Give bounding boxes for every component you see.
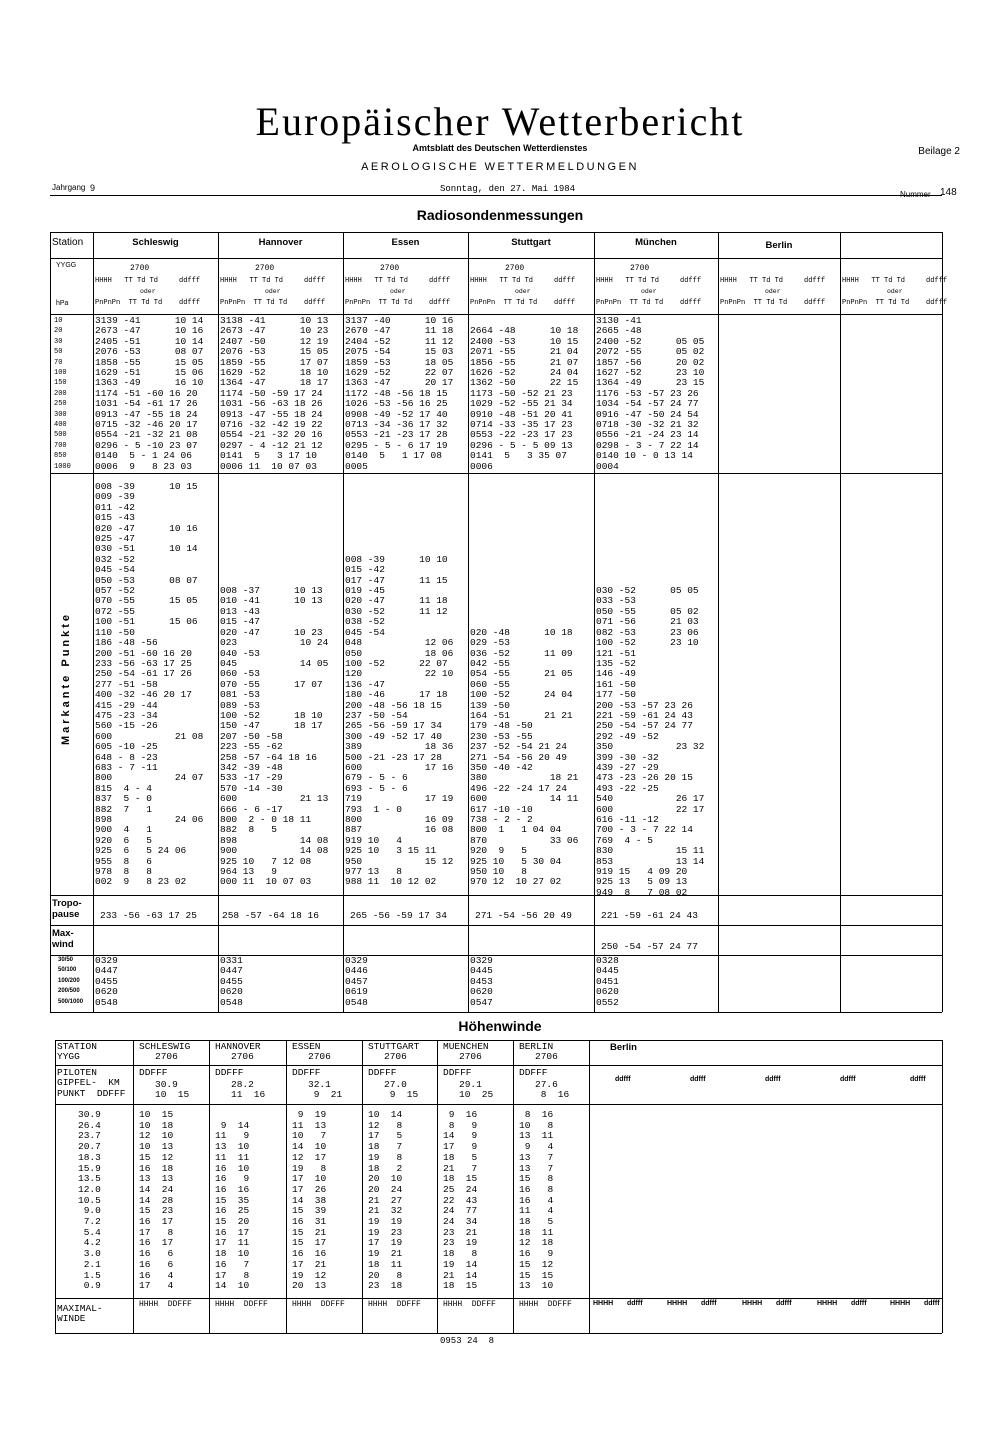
tropopause-label: Tropo- pause <box>52 898 82 920</box>
colhead-oder: oder <box>265 288 281 295</box>
hhhh-ddfff: HHHH DDFFF <box>443 1300 496 1309</box>
nummer-label: Nummer <box>900 190 931 199</box>
heights-km: 30.9 26.4 23.7 20.7 18.3 15.9 13.5 12.0 10.5 9.0 7.2 5.4 4.2 3.0 2.1 1.5 0.9 <box>78 1109 101 1292</box>
std-data-hannover: 3138 -41 10 13 2673 -47 10 23 2407 -50 12 19 2076 -53 15 05 1859 -55 17 07 1629 -52 18 10 1364 -47 18 17 1174 -50 -59 17 24 1031 -56 -63 18 26 0913 -47 -55 18 24 0716 -32 -42 19 22 0554 -21 -32 20 16 0297 - 4 -12 21 12 0141 5 3 17 10 0006 11 10 07 03 <box>220 315 329 472</box>
sig-data-muenchen: 030 -52 05 05 033 -53 050 -55 05 02 071 -56 21 03 082 -53 23 06 100 -52 23 10 121 -51 135 -52 146 -49 161 -50 177 -50 200 -53 -57 23 26 221 -59 -61 24 43 250 -54 -57 24 77 292 -49 -52 350 23 32 399 -30 -32 439 -27 -29 473 -23 -26 20 15 493 -22 -25 540 26 17 600 22 17 616 -11 -12 700 - 3 - 7 22 14 769 4 - 5 830 15 11 853 13 14 919 15 4 09 20 925 13 5 09 13 949 8 7 08 02 <box>596 585 705 898</box>
hw-station-name: HANNOVER <box>215 1041 261 1052</box>
colhead-bottom: PnPnPn TT Td Td ddfff <box>842 299 948 307</box>
yygg-stuttgart: 2700 <box>505 264 525 273</box>
colhead-oder: oder <box>765 288 781 295</box>
shear-essen: 0329 0446 0457 0619 0548 <box>345 955 368 1008</box>
rule <box>286 1040 287 1333</box>
std-data-schleswig: 3139 -41 10 14 2673 -47 10 16 2405 -51 10 14 2076 -53 08 07 1858 -55 15 05 1629 -51 15 06 1363 -49 16 10 1174 -51 -60 16 20 1031 -54 -61 17 26 0913 -47 -55 18 24 0715 -32 -46 20 17 0554 -21 -32 21 08 0296 - 5 -10 23 07 0140 5 - 1 24 06 0006 9 8 23 03 <box>95 315 204 472</box>
std-data-stuttgart: 2664 -48 10 18 2400 -53 10 15 2071 -55 21 04 1856 -55 21 07 1626 -52 24 04 1362 -50 22 15 1173 -50 -52 21 23 1029 -52 -55 21 34 0910 -48 -51 20 41 0714 -33 -35 17 23 0553 -22 -23 17 23 0296 - 5 - 5 09 13 0141 5 3 35 07 0006 <box>470 325 579 472</box>
shear-hannover: 0331 0447 0455 0620 0548 <box>220 955 243 1008</box>
hw-yygg: 2706 <box>459 1051 482 1062</box>
hpa-label: hPa <box>56 300 69 307</box>
colhead-top: HHHH TT Td Td ddfff <box>596 277 702 285</box>
hw-winds: 9 19 11 13 10 7 14 10 12 17 19 8 17 10 17 26 14 38 15 39 16 31 15 21 15 17 16 16 17 21 19 12 20 13 <box>292 1109 327 1292</box>
sig-data-schleswig: 008 -39 10 15 009 -39 011 -42 015 -43 020 -47 10 16 025 -47 030 -51 10 14 032 -52 045 -54 050 -53 08 07 057 -52 070 -55 15 05 072 -55 100 -51 15 06 110 -50 186 -48 -56 200 -51 -60 16 20 233 -56 -63 17 25 250 -54 -61 17 26 277 -51 -58 400 -32 -46 20 17 415 -29 -44 475 -23 -34 560 -15 -26 600 21 08 605 -10 -25 648 - 8 -23 683 - 7 -11 800 24 07 815 4 - 4 837 5 - 0 882 7 1 898 24 06 900 4 1 920 6 5 925 6 5 24 06 955 8 6 978 8 8 002 9 8 23 02 <box>95 481 204 888</box>
hw-gipfel: 27.6 8 16 <box>535 1079 570 1101</box>
sig-data-hannover: 008 -37 10 13 010 -41 10 13 013 -43 015 -47 020 -47 10 23 023 10 24 040 -53 045 14 05 060 -53 070 -55 17 07 081 -53 089 -53 100 -52 18 10 150 -47 18 17 207 -50 -58 223 -55 -62 258 -57 -64 18 16 342 -39 -48 533 -17 -29 570 -14 -30 600 21 13 666 - 6 -17 800 2 - 0 18 11 882 8 5 898 14 08 900 14 08 925 10 7 12 08 964 13 9 000 11 10 07 03 <box>220 585 329 888</box>
tropo-essen: 265 -56 -59 17 34 <box>350 910 447 921</box>
jahrgang-label: Jahrgang <box>52 183 86 192</box>
rule <box>942 1040 943 1333</box>
piloten-label: PILOTEN GIPFEL- KM PUNKT DDFFF <box>57 1067 126 1099</box>
tropo-muenchen: 221 -59 -61 24 43 <box>601 910 698 921</box>
ddfff-label: ddfff <box>690 1076 706 1083</box>
ddfff-label: ddfff <box>924 1300 940 1307</box>
rule <box>55 1333 942 1334</box>
ddfff-label: ddfff <box>840 1076 856 1083</box>
ddfff-label: ddfff <box>910 1076 926 1083</box>
shear-label: 500/1000 <box>58 998 84 1005</box>
yygg-hannover: 2700 <box>255 264 275 273</box>
hw-ddfff-label: DDFFF <box>215 1067 244 1078</box>
report-date: Sonntag, den 27. Mai 1984 <box>440 184 576 194</box>
hw-station-name: ESSEN <box>292 1041 321 1052</box>
hw-gipfel: 32.1 9 21 <box>308 1079 343 1101</box>
colhead-top: HHHH TT Td Td ddfff <box>345 277 451 285</box>
station-muenchen: München <box>635 237 677 248</box>
colhead-oder: oder <box>641 288 657 295</box>
ddfff-label: ddfff <box>627 1300 643 1307</box>
ddfff-label: ddfff <box>851 1300 867 1307</box>
hhhh-label: HHHH <box>890 1300 911 1307</box>
shear-muenchen: 0328 0445 0451 0620 0552 <box>596 955 619 1008</box>
hw-station-name: SCHLESWIG <box>139 1041 191 1052</box>
hhhh-ddfff: HHHH DDFFF <box>292 1300 345 1309</box>
rule <box>209 1040 210 1333</box>
hw-gipfel: 28.2 11 16 <box>231 1079 266 1101</box>
colhead-bottom: PnPnPn TT Td Td ddfff <box>95 299 201 307</box>
shear-label: 200/500 <box>58 988 80 995</box>
nummer-value: 148 <box>940 187 957 198</box>
pressure-levels: 10 20 30 50 70 100 150 200 250 300 400 500 700 850 1000 <box>54 317 71 471</box>
rule <box>55 1040 56 1333</box>
hhhh-label: HHHH <box>593 1300 614 1307</box>
colhead-bottom: PnPnPn TT Td Td ddfff <box>596 299 702 307</box>
yygg-muenchen: 2700 <box>630 264 650 273</box>
yygg-schleswig: 2700 <box>130 264 150 273</box>
aerological-heading: AEROLOGISCHE WETTERMELDUNGEN <box>361 161 639 173</box>
tropo-stuttgart: 271 -54 -56 20 49 <box>475 910 572 921</box>
colhead-oder: oder <box>390 288 406 295</box>
station-hannover: Hannover <box>258 237 303 248</box>
radiosonde-section-title: Radiosondenmessungen <box>416 207 584 223</box>
hw-ddfff-label: DDFFF <box>519 1067 548 1078</box>
maxwind-muenchen: 250 -54 -57 24 77 <box>601 941 698 952</box>
hw-winds: 8 16 10 8 13 11 9 4 13 7 13 7 15 8 16 8 16 4 11 4 18 5 18 11 12 18 16 9 15 12 15 15 13 10 <box>519 1109 554 1292</box>
hw-winds: 10 15 10 18 12 10 10 13 15 12 16 18 13 13 14 24 14 28 15 23 16 17 17 8 16 17 16 6 16 6 16 4 17 4 <box>139 1109 174 1292</box>
shear-label: 100/200 <box>58 977 80 984</box>
hw-station-name: STUTTGART <box>368 1041 420 1052</box>
rule <box>437 1040 438 1333</box>
ddfff-label: ddfff <box>776 1300 792 1307</box>
markante-punkte-label: Markante Punkte <box>60 611 72 745</box>
rule <box>133 1040 134 1333</box>
hw-yygg: 2706 <box>384 1051 407 1062</box>
rule <box>513 1040 514 1333</box>
colhead-top: HHHH TT Td Td ddfff <box>842 277 948 285</box>
yygg-essen: 2700 <box>380 264 400 273</box>
page-title: Europäischer Wetterbericht <box>255 99 745 144</box>
station-essen: Essen <box>391 237 420 248</box>
hw-yygg: 2706 <box>155 1051 178 1062</box>
colhead-bottom: PnPnPn TT Td Td ddfff <box>470 299 576 307</box>
hw-winds: 9 14 11 9 13 10 11 11 16 10 16 9 16 16 15 35 16 25 15 20 16 17 17 11 18 10 16 7 17 8 14 10 <box>215 1119 250 1292</box>
hw-station-name: BERLIN <box>519 1041 554 1052</box>
yygg-label: YYGG <box>56 262 77 269</box>
station-stuttgart: Stuttgart <box>511 237 551 248</box>
hw-yygg-label: YYGG <box>57 1051 80 1062</box>
colhead-bottom: PnPnPn TT Td Td ddfff <box>345 299 451 307</box>
hhhh-ddfff: HHHH DDFFF <box>139 1300 192 1309</box>
jahrgang-value: 9 <box>90 183 96 193</box>
maximal-winde-label: MAXIMAL- WINDE <box>57 1303 103 1325</box>
rule <box>55 1065 942 1066</box>
hw-gipfel: 29.1 10 25 <box>459 1079 494 1101</box>
shear-label: 50/100 <box>58 967 77 974</box>
hoehenwinde-section-title: Höhenwinde <box>458 1018 542 1034</box>
hw-yygg: 2706 <box>308 1051 331 1062</box>
hw-station-name: MUENCHEN <box>443 1041 489 1052</box>
hw-ddfff-label: DDFFF <box>292 1067 321 1078</box>
sig-data-stuttgart: 020 -48 10 18 029 -53 036 -52 11 09 042 -55 054 -55 21 05 060 -55 100 -52 24 04 139 -50 164 -51 21 21 179 -48 -50 230 -53 -55 237 -52 -54 21 24 271 -54 -56 20 49 350 -40 -42 380 18 21 496 -22 -24 17 24 600 14 11 617 -10 -10 738 - 2 - 2 800 1 1 04 04 870 33 06 920 9 5 925 10 5 30 04 950 10 8 970 12 10 27 02 <box>470 626 579 888</box>
ddfff-label: ddfff <box>765 1076 781 1083</box>
hhhh-ddfff: HHHH DDFFF <box>215 1300 268 1309</box>
hw-berlin-right: Berlin <box>610 1042 637 1053</box>
shear-label: 30/50 <box>58 957 74 963</box>
hw-yygg: 2706 <box>231 1051 254 1062</box>
hw-yygg: 2706 <box>535 1051 558 1062</box>
hw-ddfff-label: DDFFF <box>368 1067 397 1078</box>
colhead-top: HHHH TT Td Td ddfff <box>95 277 201 285</box>
hw-ddfff-label: DDFFF <box>139 1067 168 1078</box>
std-data-muenchen: 3130 -41 2665 -48 2400 -52 05 05 2072 -55 05 02 1857 -56 20 02 1627 -52 23 10 1364 -49 23 15 1176 -53 -57 23 26 1034 -54 -57 24 77 0916 -47 -50 24 54 0718 -30 -32 21 32 0556 -21 -24 23 14 0298 - 3 - 7 22 14 0140 10 - 0 13 14 0004 <box>596 315 705 472</box>
hhhh-label: HHHH <box>742 1300 763 1307</box>
shear-stuttgart: 0329 0445 0453 0620 0547 <box>470 955 493 1008</box>
shear-schleswig: 0329 0447 0455 0620 0548 <box>95 955 118 1008</box>
hw-gipfel: 30.9 10 15 <box>155 1079 190 1101</box>
ddfff-label: ddfff <box>701 1300 717 1307</box>
station-berlin: Berlin <box>765 240 793 251</box>
tropo-schleswig: 233 -56 -63 17 25 <box>100 910 197 921</box>
hhhh-ddfff: HHHH DDFFF <box>519 1300 572 1309</box>
colhead-oder: oder <box>887 288 903 295</box>
ddfff-label: ddfff <box>615 1076 631 1083</box>
hw-ddfff-label: DDFFF <box>443 1067 472 1078</box>
hhhh-label: HHHH <box>817 1300 838 1307</box>
hw-gipfel: 27.0 9 15 <box>384 1079 419 1101</box>
colhead-top: HHHH TT Td Td ddfff <box>720 277 826 285</box>
hw-winds: 10 14 12 8 17 5 18 7 19 8 18 2 20 10 20 24 21 27 21 32 19 19 19 23 17 19 19 21 18 11 20 8 23 18 <box>368 1109 403 1292</box>
colhead-bottom: PnPnPn TT Td Td ddfff <box>220 299 326 307</box>
colhead-bottom: PnPnPn TT Td Td ddfff <box>720 299 826 307</box>
rule <box>55 1104 942 1105</box>
colhead-oder: oder <box>515 288 531 295</box>
hw-station-label: STATION <box>57 1041 97 1052</box>
station-label: Station <box>52 237 84 248</box>
tropo-hannover: 258 -57 -64 18 16 <box>222 910 319 921</box>
rule <box>362 1040 363 1333</box>
bottom-note: 0953 24 8 <box>440 1336 495 1346</box>
station-schleswig: Schleswig <box>132 237 179 248</box>
maxwind-label: Max- wind <box>52 928 74 950</box>
sig-data-essen: 008 -39 10 10 015 -42 017 -47 11 15 019 -45 020 -47 11 18 030 -52 11 12 038 -52 045 -54 048 12 06 050 18 06 100 -52 22 07 120 22 10 136 -47 180 -46 17 18 200 -48 -56 18 15 237 -50 -54 265 -56 -59 17 34 300 -49 -52 17 40 389 18 36 500 -21 -23 17 28 600 17 16 679 - 5 - 6 693 - 5 - 6 719 17 19 793 1 - 0 800 16 09 887 16 08 919 10 4 925 10 3 15 11 950 15 12 977 13 8 988 11 10 12 02 <box>345 553 454 888</box>
std-data-essen: 3137 -40 10 16 2670 -47 11 18 2404 -52 11 12 2075 -54 15 03 1859 -53 18 05 1629 -52 22 07 1363 -47 20 17 1172 -48 -56 18 15 1026 -53 -56 16 25 0908 -49 -52 17 40 0713 -34 -36 17 32 0553 -21 -23 17 28 0295 - 5 - 6 17 19 0140 5 1 17 08 0005 <box>345 315 454 472</box>
colhead-top: HHHH TT Td Td ddfff <box>470 277 576 285</box>
subtitle: Amtsblatt des Deutschen Wetterdienstes <box>412 143 588 153</box>
hhhh-ddfff: HHHH DDFFF <box>368 1300 421 1309</box>
hhhh-label: HHHH <box>667 1300 688 1307</box>
colhead-top: HHHH TT Td Td ddfff <box>220 277 326 285</box>
rule <box>589 1040 590 1333</box>
hw-winds: 9 16 8 9 14 9 17 9 18 5 21 7 18 15 25 24 22 43 24 77 24 34 23 21 23 19 18 8 19 14 21 14 18 15 <box>443 1109 478 1292</box>
colhead-oder: oder <box>140 288 156 295</box>
rule <box>55 1298 942 1299</box>
beilage-label: Beilage 2 <box>918 146 960 157</box>
